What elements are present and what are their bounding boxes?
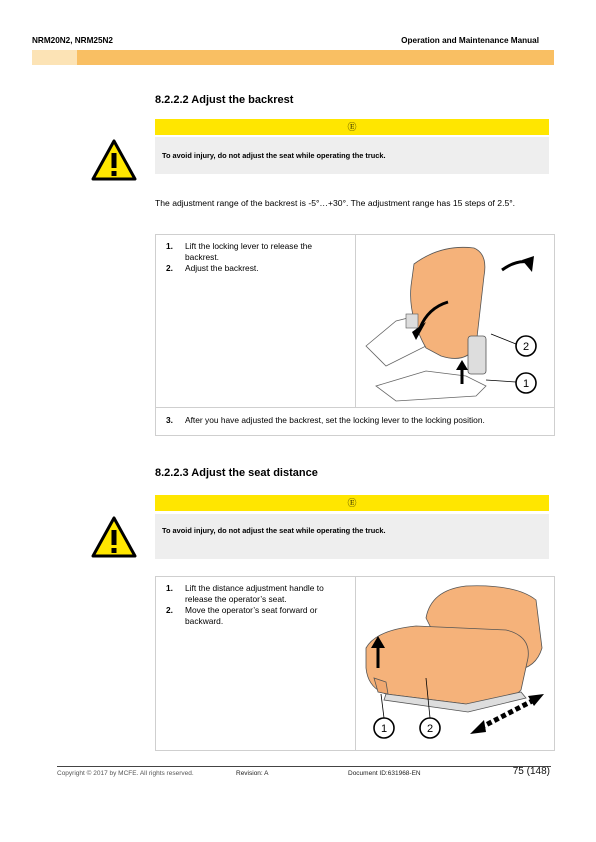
seat-distance-steps-table (155, 576, 555, 751)
list-item: 1. Lift the distance adjustment handle to release the operator’s seat. (166, 583, 324, 604)
footer-revision: Revision: A (236, 770, 269, 777)
list-item: 2. Move the operator’s seat forward or backward. (166, 605, 318, 626)
list-item: 1. Lift the locking lever to release the backrest. (166, 241, 313, 262)
forward-arrow-icon (528, 694, 544, 706)
steps-cell (156, 577, 356, 750)
lift-arrow-icon (456, 360, 468, 370)
backrest-illustration (356, 236, 553, 406)
backward-arrow-icon (470, 720, 486, 734)
warning-banner-glyph: Ⓔ (347, 498, 357, 508)
steps-list (156, 235, 355, 274)
warning-box (155, 514, 549, 559)
header-bar-light (32, 50, 77, 65)
warning-text: To avoid injury, do not adjust the seat while operating the truck. (162, 151, 386, 160)
steps-cell (156, 235, 356, 407)
seat-distance-illustration (356, 578, 553, 748)
warning-banner (155, 119, 549, 135)
backrest-steps-table (155, 234, 555, 436)
header-model: NRM20N2, NRM25N2 (32, 36, 113, 45)
footer-document-id: Document ID:631968-EN (348, 770, 421, 777)
list-item: 3. After you have adjusted the backrest, set the locking lever to the locking position. (166, 415, 485, 425)
section-title-backrest: 8.2.2.2 Adjust the backrest (155, 94, 294, 106)
rotate-arrow-icon (522, 256, 534, 272)
warning-triangle-icon (90, 515, 138, 559)
callout-1: 1 (522, 378, 530, 390)
warning-banner (155, 495, 549, 511)
warning-banner-glyph: Ⓔ (347, 122, 357, 132)
footer-copyright: Copyright © 2017 by MCFE. All rights reserved. (57, 770, 194, 777)
warning-triangle-icon (90, 138, 138, 182)
list-item: 2. Adjust the backrest. (166, 263, 259, 273)
warning-box (155, 137, 549, 174)
footer-divider (57, 766, 551, 767)
callout-1: 1 (380, 723, 388, 735)
backrest-range-paragraph: The adjustment range of the backrest is -5°…+30°. The adjustment range has 15 steps of 2.5°. (155, 198, 516, 208)
section-title-seat-distance: 8.2.2.3 Adjust the seat distance (155, 467, 318, 479)
callout-2: 2 (426, 723, 434, 735)
header-bar (77, 50, 554, 65)
callout-2: 2 (522, 341, 530, 353)
warning-text: To avoid injury, do not adjust the seat while operating the truck. (162, 526, 386, 535)
step3-row (156, 407, 554, 426)
header-manual-title: Operation and Maintenance Manual (401, 36, 539, 45)
steps-list (156, 577, 355, 627)
footer-page-number: 75 (148) (512, 766, 550, 777)
